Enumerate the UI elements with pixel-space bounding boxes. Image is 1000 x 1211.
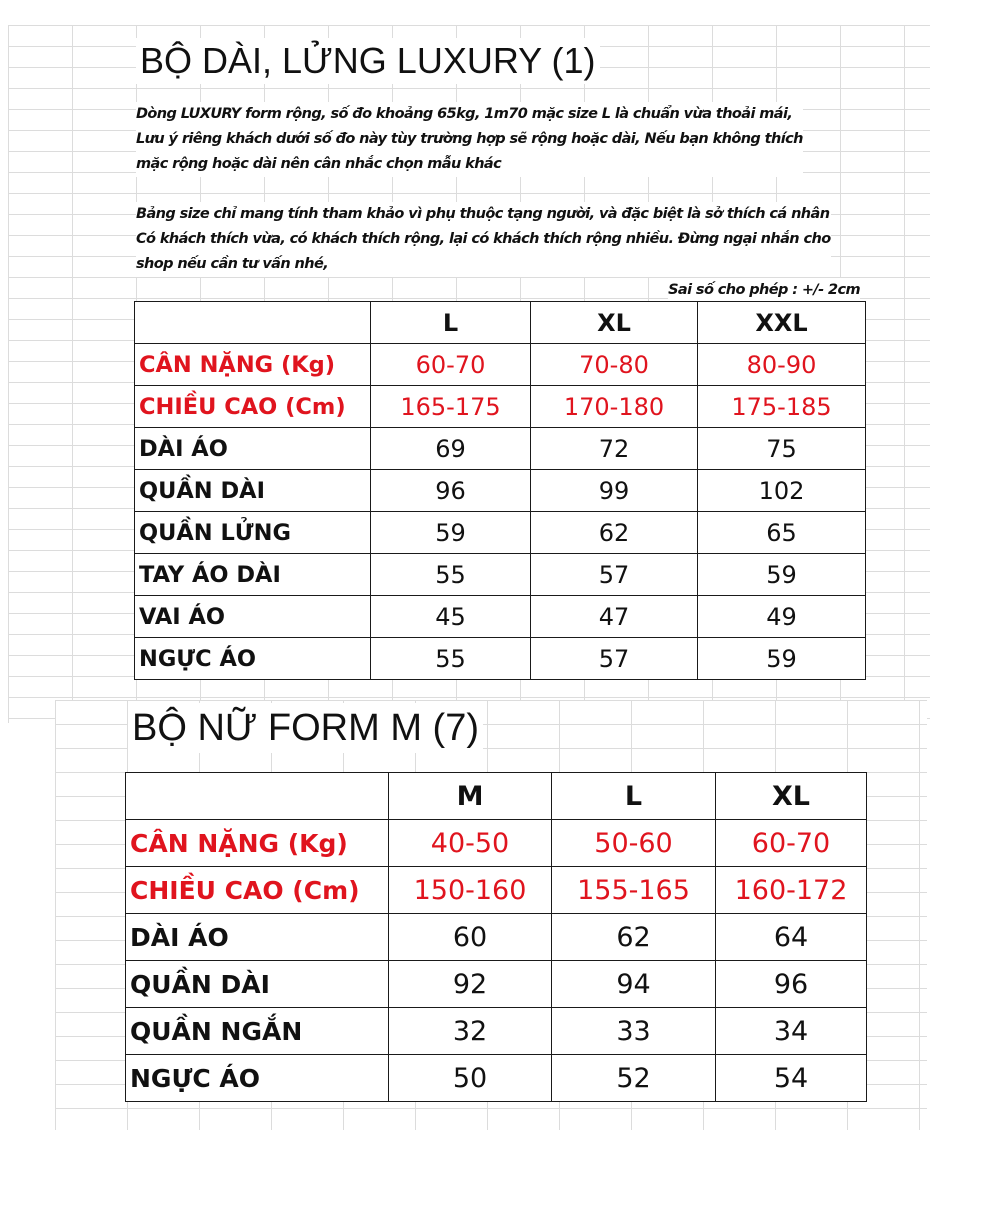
women-size-table <box>125 772 867 1102</box>
table-cell: 155-165 <box>552 867 716 914</box>
table-row <box>135 512 866 554</box>
table-row <box>135 638 866 680</box>
size-header-row <box>135 302 866 344</box>
row-label: NGỰC ÁO <box>135 638 371 680</box>
size-chart-note <box>136 202 831 277</box>
table-cell: 50-60 <box>552 820 716 867</box>
table-row <box>135 554 866 596</box>
row-label: TAY ÁO DÀI <box>135 554 371 596</box>
table-row <box>126 820 867 867</box>
table-cell: 59 <box>698 638 866 680</box>
row-label: NGỰC ÁO <box>126 1055 389 1102</box>
table-cell: 96 <box>716 961 867 1008</box>
luxury-set-title: BỘ DÀI, LỬNG LUXURY (1) <box>136 38 600 84</box>
table-row <box>126 867 867 914</box>
table-cell: 62 <box>531 512 698 554</box>
table-cell: 34 <box>716 1008 867 1055</box>
description-line: mặc rộng hoặc dài nên cân nhắc chọn mẫu khác <box>136 156 502 172</box>
table-cell: 99 <box>531 470 698 512</box>
table-cell: 80-90 <box>698 344 866 386</box>
row-label: DÀI ÁO <box>126 914 389 961</box>
table-cell: 65 <box>698 512 866 554</box>
table-cell: 54 <box>716 1055 867 1102</box>
note-line: Có khách thích vừa, có khách thích rộng, lại có khách thích rộng nhiều. Đừng ngại nhắn cho <box>136 231 831 247</box>
table-cell: 60 <box>389 914 552 961</box>
table-cell: 69 <box>371 428 531 470</box>
table-cell: 55 <box>371 638 531 680</box>
table-cell: 70-80 <box>531 344 698 386</box>
row-label: DÀI ÁO <box>135 428 371 470</box>
row-label: QUẦN DÀI <box>135 470 371 512</box>
table-cell: 175-185 <box>698 386 866 428</box>
row-label: CHIỀU CAO (Cm) <box>126 867 389 914</box>
table-cell: 32 <box>389 1008 552 1055</box>
size-header-cell: XXL <box>698 302 866 344</box>
table-cell: 62 <box>552 914 716 961</box>
table-row <box>126 1008 867 1055</box>
table-cell: 170-180 <box>531 386 698 428</box>
table-cell: 64 <box>716 914 867 961</box>
header-empty-cell <box>135 302 371 344</box>
table-cell: 150-160 <box>389 867 552 914</box>
row-label: CÂN NẶNG (Kg) <box>126 820 389 867</box>
table-cell: 165-175 <box>371 386 531 428</box>
table-cell: 102 <box>698 470 866 512</box>
size-header-cell: XL <box>716 773 867 820</box>
size-header-cell: L <box>371 302 531 344</box>
table-cell: 55 <box>371 554 531 596</box>
description-line: Dòng LUXURY form rộng, số đo khoảng 65kg, 1m70 mặc size L là chuẩn vừa thoải mái, <box>136 106 793 122</box>
table-cell: 49 <box>698 596 866 638</box>
table-cell: 96 <box>371 470 531 512</box>
row-label: CÂN NẶNG (Kg) <box>135 344 371 386</box>
note-line: shop nếu cần tư vấn nhé, <box>136 256 329 272</box>
table-cell: 59 <box>371 512 531 554</box>
row-label: QUẦN LỬNG <box>135 512 371 554</box>
table-cell: 94 <box>552 961 716 1008</box>
row-label: CHIỀU CAO (Cm) <box>135 386 371 428</box>
row-label: QUẦN NGẮN <box>126 1008 389 1055</box>
table-row <box>126 914 867 961</box>
size-header-row <box>126 773 867 820</box>
table-row <box>135 344 866 386</box>
table-cell: 92 <box>389 961 552 1008</box>
table-row <box>126 1055 867 1102</box>
table-row <box>135 428 866 470</box>
table-cell: 47 <box>531 596 698 638</box>
size-header-cell: M <box>389 773 552 820</box>
table-row <box>135 596 866 638</box>
table-cell: 57 <box>531 638 698 680</box>
size-header-cell: XL <box>531 302 698 344</box>
table-cell: 57 <box>531 554 698 596</box>
table-row <box>135 386 866 428</box>
note-line: Bảng size chỉ mang tính tham khảo vì phụ thuộc tạng người, và đặc biệt là sở thích cá nhân <box>136 206 830 222</box>
description-line: Lưu ý riêng khách dưới số đo này tùy trường hợp sẽ rộng hoặc dài, Nếu bạn không thích <box>136 131 803 147</box>
women-form-title: BỘ NỮ FORM M (7) <box>128 703 483 753</box>
luxury-size-table <box>134 301 866 680</box>
row-label: VAI ÁO <box>135 596 371 638</box>
table-row <box>126 961 867 1008</box>
table-cell: 33 <box>552 1008 716 1055</box>
table-cell: 52 <box>552 1055 716 1102</box>
table-cell: 40-50 <box>389 820 552 867</box>
row-label: QUẦN DÀI <box>126 961 389 1008</box>
table-cell: 72 <box>531 428 698 470</box>
table-cell: 59 <box>698 554 866 596</box>
luxury-description <box>136 102 803 177</box>
table-cell: 60-70 <box>371 344 531 386</box>
table-cell: 50 <box>389 1055 552 1102</box>
table-cell: 60-70 <box>716 820 867 867</box>
size-header-cell: L <box>552 773 716 820</box>
table-cell: 45 <box>371 596 531 638</box>
table-cell: 75 <box>698 428 866 470</box>
table-cell: 160-172 <box>716 867 867 914</box>
tolerance-note: Sai số cho phép : +/- 2cm <box>668 278 860 302</box>
table-row <box>135 470 866 512</box>
header-empty-cell <box>126 773 389 820</box>
